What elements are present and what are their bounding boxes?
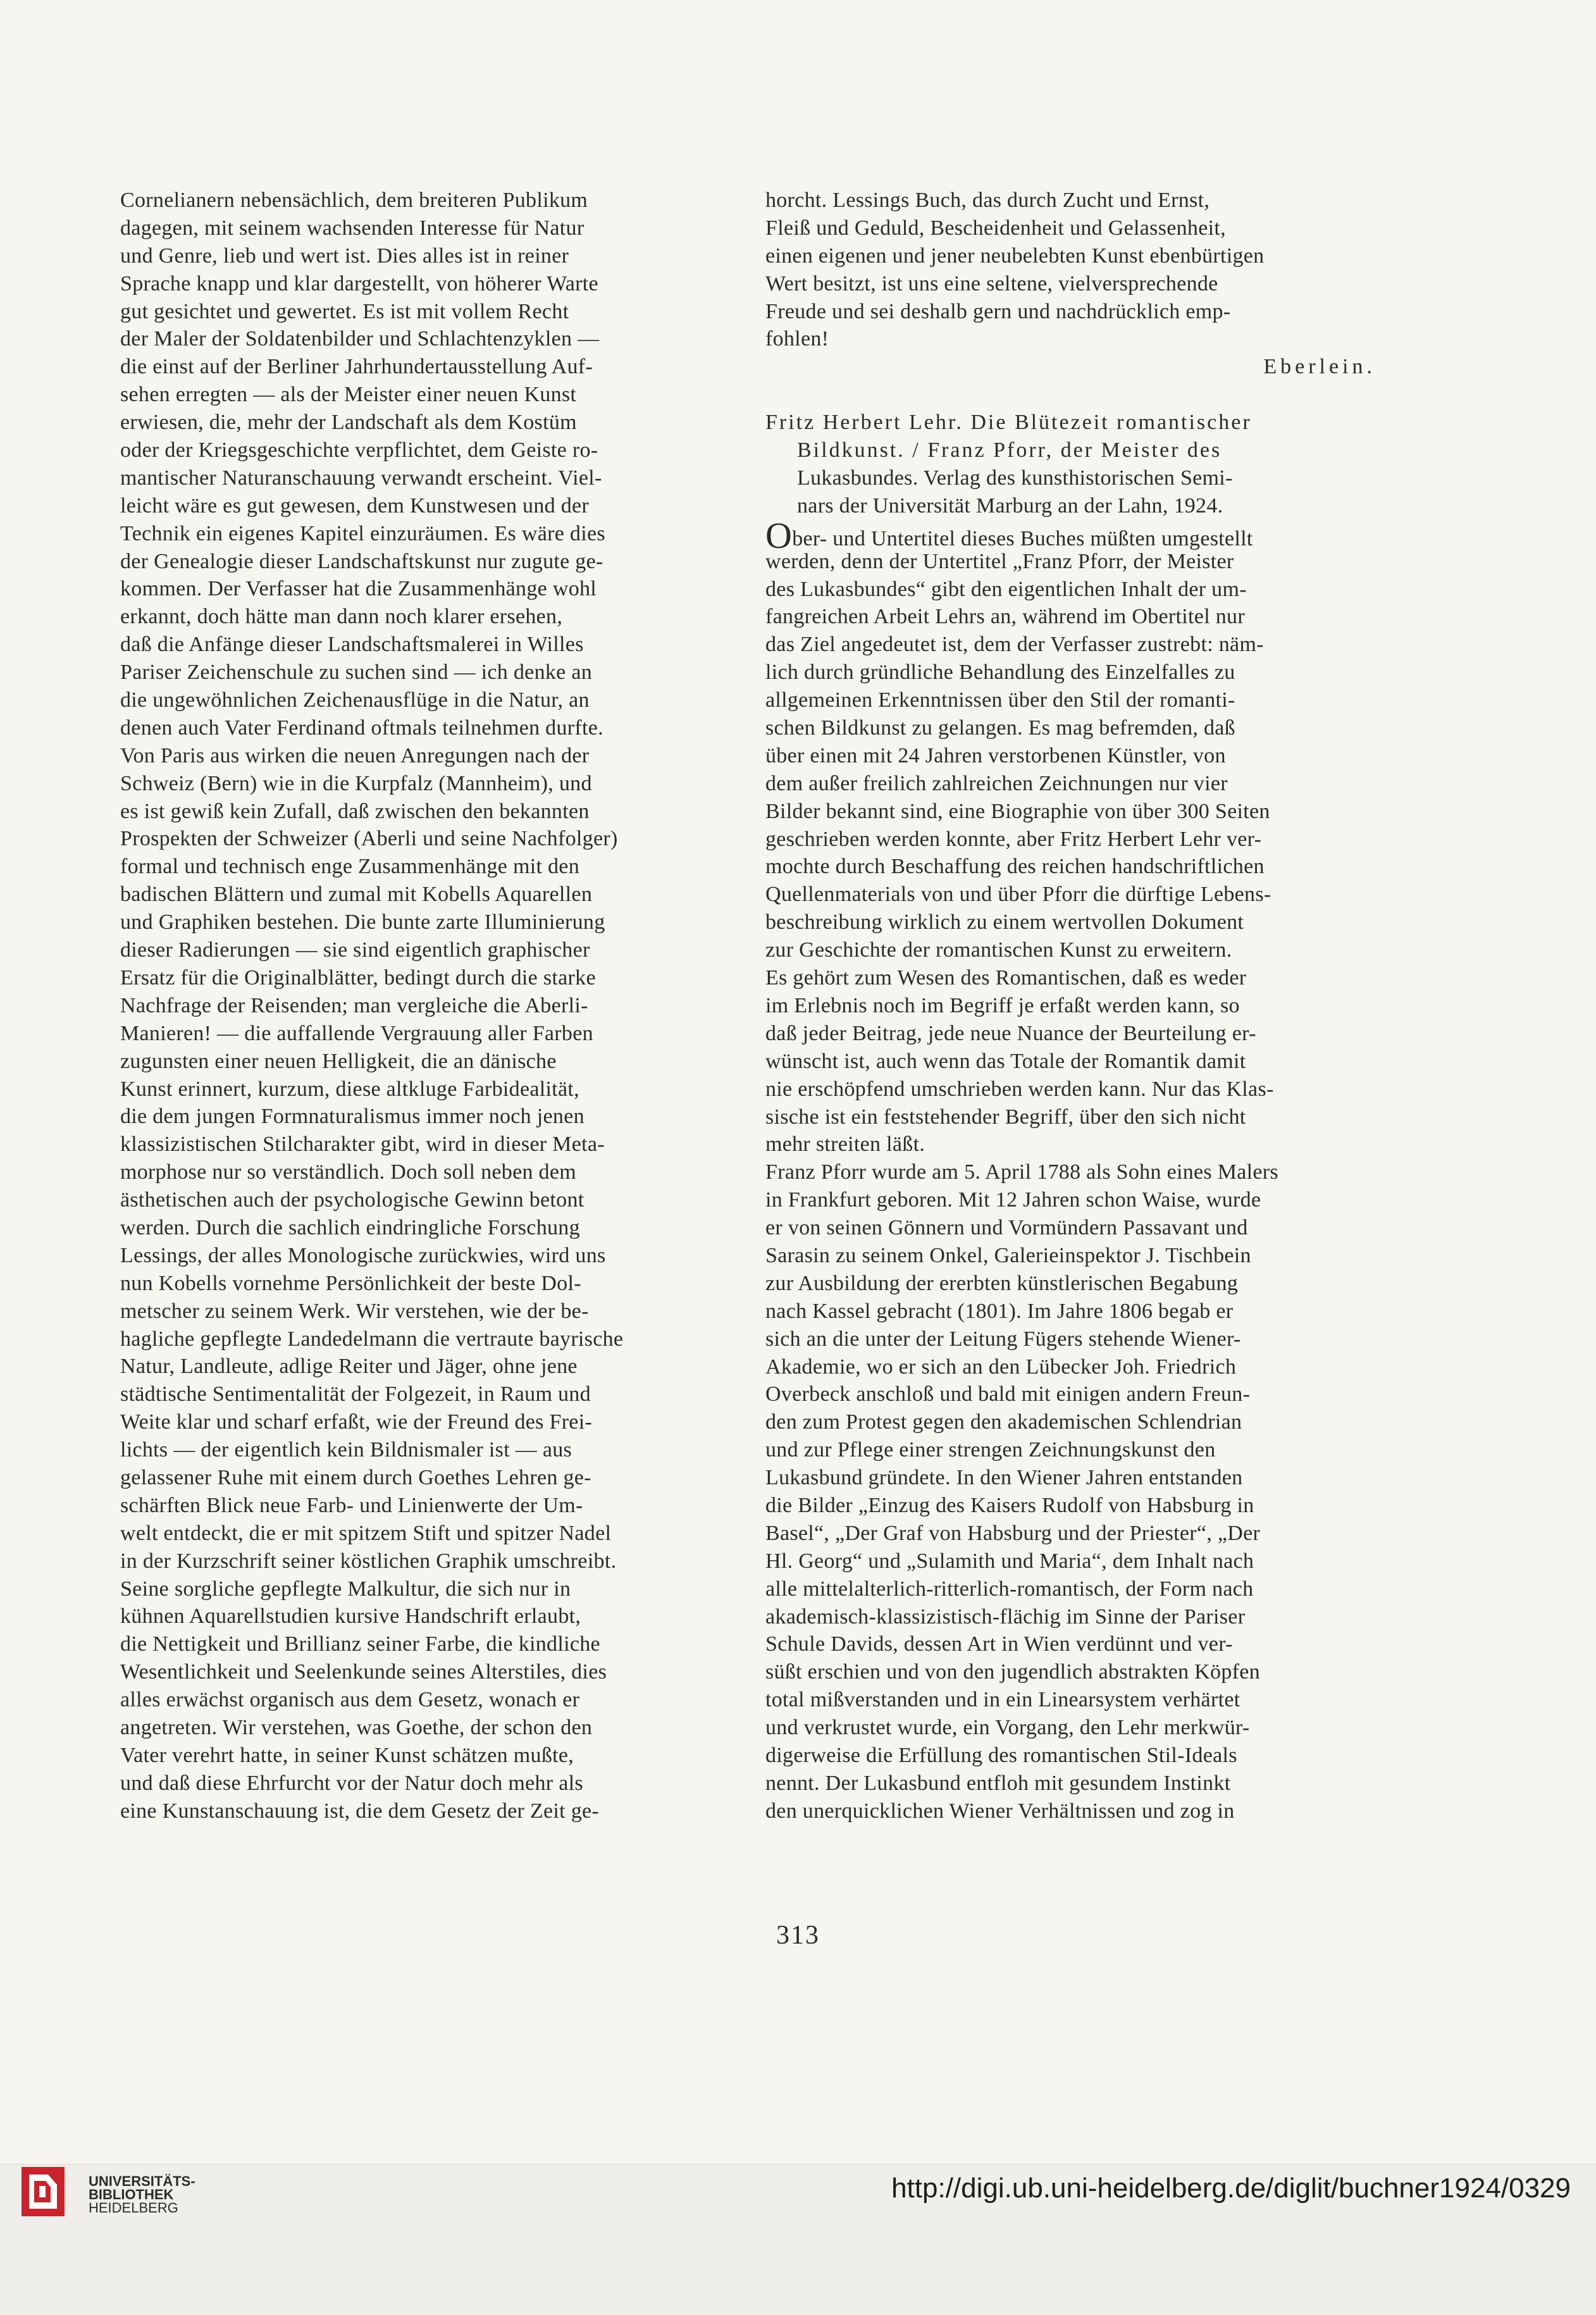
text-line: das Ziel angedeutet ist, dem der Verfasser zustrebt: näm- <box>765 633 1264 657</box>
text-line: Hl. Georg“ und „Sulamith und Maria“, dem Inhalt nach <box>765 1549 1254 1573</box>
text-line: und Graphiken bestehen. Die bunte zarte Illuminierung <box>120 910 605 934</box>
right-text-column <box>765 187 1376 1825</box>
library-logo-icon <box>20 2166 66 2218</box>
text-line: mehr streiten läßt. <box>765 1133 925 1157</box>
text-line: fohlen! <box>765 327 829 351</box>
text-line: angetreten. Wir verstehen, was Goethe, der schon den <box>120 1715 593 1739</box>
drop-cap: O <box>765 514 793 556</box>
text-line: Weite klar und scharf erfaßt, wie der Freund des Frei- <box>120 1410 593 1434</box>
text-line: es ist gewiß kein Zufall, daß zwischen den bekannten <box>120 799 590 823</box>
text-line: gut gesichtet und gewertet. Es ist mit vollem Recht <box>120 299 569 323</box>
entry-line: Bildkunst. / Franz Pforr, der Meister des <box>797 438 1222 462</box>
text-line: Bilder bekannt sind, eine Biographie von über 300 Seiten <box>765 799 1270 823</box>
text-line: und verkrustet wurde, ein Vorgang, den Lehr merkwür- <box>765 1716 1250 1740</box>
text-line: zur Ausbildung der ererbten künstlerischen Begabung <box>765 1271 1239 1295</box>
footer-bar <box>0 2164 1596 2315</box>
text-line: den zum Protest gegen den akademischen Schlendrian <box>765 1410 1242 1434</box>
text-line: sische ist ein feststehender Begriff, über den sich nicht <box>765 1105 1246 1129</box>
text-line-content: ber- und Untertitel dieses Buches müßten umgestellt <box>792 526 1253 550</box>
text-line: fangreichen Arbeit Lehrs an, während im Obertitel nur <box>765 605 1245 629</box>
text-line: Ersatz für die Originalblätter, bedingt durch die starke <box>120 965 596 990</box>
text-line: die einst auf der Berliner Jahrhundertausstellung Auf- <box>120 355 593 379</box>
text-line: Es gehört zum Wesen des Romantischen, daß es weder <box>765 966 1247 990</box>
text-line: lichts — der eigentlich kein Bildnismaler ist — aus <box>120 1438 572 1462</box>
text-line: die Nettigkeit und Brillianz seiner Farbe, die kindliche <box>120 1632 600 1656</box>
text-line: dagegen, mit seinem wachsenden Interesse für Natur <box>120 216 585 240</box>
text-line: Sprache knapp und klar dargestellt, von höherer Warte <box>120 271 598 295</box>
text-line: Pariser Zeichenschule zu suchen sind — ich denke an <box>120 661 593 685</box>
text-line: metscher zu seinem Werk. Wir verstehen, wie der be- <box>120 1299 589 1323</box>
text-line: schen Bildkunst zu gelangen. Es mag befremden, daß <box>765 716 1235 740</box>
text-line: Nachfrage der Reisenden; man vergleiche die Aberli- <box>120 993 588 1017</box>
text-line: Overbeck anschloß und bald mit einigen andern Freun- <box>765 1382 1251 1406</box>
entry-line: nars der Universität Marburg an der Lahn, 1924. <box>797 493 1223 518</box>
text-line: erkannt, doch hätte man dann noch klarer ersehen, <box>120 605 563 629</box>
text-line: zugunsten einer neuen Helligkeit, die an dänische <box>120 1049 557 1073</box>
text-line: Freude und sei deshalb gern und nachdrücklich emp- <box>765 299 1231 323</box>
review-ending <box>765 187 1376 353</box>
text-line: städtische Sentimentalität der Folgezeit, in Raum und <box>120 1382 591 1406</box>
text-line: horcht. Lessings Buch, das durch Zucht und Ernst, <box>765 189 1210 212</box>
text-line: und zur Pflege einer strengen Zeichnungskunst den <box>765 1438 1216 1462</box>
text-line: in Frankfurt geboren. Mit 12 Jahren schon Waise, wurde <box>765 1188 1261 1212</box>
text-line: Franz Pforr wurde am 5. April 1788 als Sohn eines Malers <box>765 1160 1278 1184</box>
text-line: total mißverstanden und in ein Linearsystem verhärtet <box>765 1688 1240 1712</box>
text-line: einen eigenen und jener neubelebten Kunst ebenbürtigen <box>765 244 1265 268</box>
text-line: denen auch Vater Ferdinand oftmals teilnehmen durfte. <box>120 716 603 740</box>
text-line: werden, denn der Untertitel „Franz Pforr, der Meister <box>765 549 1234 573</box>
text-line: daß die Anfänge dieser Landschaftsmalerei in Willes <box>120 633 584 657</box>
text-line: Quellenmaterials von und über Pforr die dürftige Lebens- <box>765 883 1271 907</box>
text-line: nach Kassel gebracht (1801). Im Jahre 1806 begab er <box>765 1299 1234 1323</box>
text-line: gelassener Ruhe mit einem durch Goethes Lehren ge- <box>120 1465 591 1489</box>
text-line: mochte durch Beschaffung des reichen handschriftlichen <box>765 855 1265 879</box>
text-line: nie erschöpfend umschrieben werden kann. Nur das Klas- <box>765 1077 1274 1101</box>
left-text-column <box>120 187 727 1825</box>
text-line: Wesentlichkeit und Seelenkunde seines Alterstiles, dies <box>120 1660 607 1684</box>
text-line: der Genealogie dieser Landschaftskunst nur zugute ge- <box>120 549 603 573</box>
text-line: beschreibung wirklich zu einem wertvollen Dokument <box>765 910 1244 934</box>
text-line: den unerquicklichen Wiener Verhältnissen und zog in <box>765 1799 1235 1823</box>
text-line: oder der Kriegsgeschichte verpflichtet, dem Geiste ro- <box>120 438 598 462</box>
review-body <box>765 514 1376 1825</box>
text-line: badischen Blättern und zumal mit Kobells Aquarellen <box>120 883 593 907</box>
text-line: Seine sorgliche gepflegte Malkultur, die sich nur in <box>120 1577 571 1601</box>
text-line <box>765 514 1376 556</box>
text-line: Sarasin zu seinem Onkel, Galerieinspektor J. Tischbein <box>765 1243 1251 1267</box>
text-line: in der Kurzschrift seiner köstlichen Graphik umschreibt. <box>120 1549 617 1573</box>
text-line: Lessings, der alles Monologische zurückwies, wird uns <box>120 1243 606 1267</box>
text-line: werden. Durch die sachlich eindringliche Forschung <box>120 1215 580 1239</box>
text-line: formal und technisch enge Zusammenhänge mit den <box>120 855 579 879</box>
text-line: schärften Blick neue Farb- und Linienwerte der Um- <box>120 1493 583 1517</box>
text-line: die ungewöhnlichen Zeichenausflüge in die Natur, an <box>120 688 590 712</box>
text-line: geschrieben werden konnte, aber Fritz Herbert Lehr ver- <box>765 827 1262 851</box>
text-line: dieser Radierungen — sie sind eigentlich graphischer <box>120 938 590 962</box>
text-line: Manieren! — die auffallende Vergrauung aller Farben <box>120 1021 593 1045</box>
text-line: Wert besitzt, ist uns eine seltene, vielversprechende <box>765 271 1218 295</box>
text-line: die Bilder „Einzug des Kaisers Rudolf von Habsburg in <box>765 1493 1254 1517</box>
page-number: 313 <box>776 1921 820 1950</box>
text-line: morphose nur so verständlich. Doch soll neben dem <box>120 1160 576 1184</box>
text-line: die dem jungen Formnaturalismus immer noch jenen <box>120 1105 585 1129</box>
text-line: der Maler der Soldatenbilder und Schlachtenzyklen — <box>120 327 600 351</box>
text-line: wünscht ist, auch wenn das Totale der Romantik damit <box>765 1049 1246 1073</box>
text-line: im Erlebnis noch im Begriff je erfaßt werden kann, so <box>765 993 1240 1017</box>
text-line: sehen erregten — als der Meister einer neuen Kunst <box>120 383 577 407</box>
text-line: zur Geschichte der romantischen Kunst zu erweitern. <box>765 938 1232 962</box>
text-line: erwiesen, die, mehr der Landschaft als dem Kostüm <box>120 411 577 435</box>
entry-line: Lukasbundes. Verlag des kunsthistorischen Semi- <box>797 466 1233 490</box>
text-line: Technik ein eigenes Kapitel einzuräumen. Es wäre dies <box>120 521 605 545</box>
text-line: Schule Davids, dessen Art in Wien verdünnt und ver- <box>765 1632 1233 1656</box>
text-line: welt entdeckt, die er mit spitzem Stift und spitzer Nadel <box>120 1521 612 1545</box>
text-line: ästhetischen auch der psychologische Gewinn betont <box>120 1188 585 1212</box>
text-line: Von Paris aus wirken die neuen Anregungen nach der <box>120 743 590 767</box>
text-line: eine Kunstanschauung ist, die dem Gesetz der Zeit ge- <box>120 1799 600 1823</box>
book-entry-heading <box>765 409 1376 520</box>
library-name: UNIVERSITÄTS- BIBLIOTHEK HEIDELBERG <box>89 2173 195 2216</box>
text-line: Fleiß und Geduld, Bescheidenheit und Gelassenheit, <box>765 216 1226 240</box>
text-line: Kunst erinnert, kurzum, diese altkluge Farbidealität, <box>120 1077 579 1101</box>
text-line: klassizistischen Stilcharakter gibt, wird in dieser Meta- <box>120 1133 605 1157</box>
text-line: Basel“, „Der Graf von Habsburg und der Priester“, „Der <box>765 1521 1261 1545</box>
text-line: leicht wäre es gut gewesen, dem Kunstwesen und der <box>120 493 590 518</box>
text-line: Akademie, wo er sich an den Lübecker Joh. Friedrich <box>765 1355 1237 1379</box>
text-line: dem außer freilich zahlreichen Zeichnungen nur vier <box>765 771 1228 795</box>
source-url[interactable]: http://digi.ub.uni-heidelberg.de/diglit/buchner1924/0329 <box>891 2173 1571 2204</box>
text-line: nennt. Der Lukasbund entfloh mit gesundem Instinkt <box>765 1771 1231 1795</box>
entry-line: Fritz Herbert Lehr. Die Blütezeit romantischer <box>765 411 1252 435</box>
text-line: Prospekten der Schweizer (Aberli und seine Nachfolger) <box>120 827 618 851</box>
text-line: kommen. Der Verfasser hat die Zusammenhänge wohl <box>120 577 597 601</box>
text-line: über einen mit 24 Jahren verstorbenen Künstler, von <box>765 743 1226 767</box>
text-line: nun Kobells vornehme Persönlichkeit der beste Dol- <box>120 1271 581 1295</box>
text-line: alles erwächst organisch aus dem Gesetz, wonach er <box>120 1688 580 1712</box>
text-line: und daß diese Ehrfurcht vor der Natur doch mehr als <box>120 1771 583 1795</box>
text-line: süßt erschien und von den jugendlich abstrakten Köpfen <box>765 1660 1260 1684</box>
text-line: Vater verehrt hatte, in seiner Kunst schätzen mußte, <box>120 1743 574 1767</box>
text-line: sich an die unter der Leitung Fügers stehende Wiener- <box>765 1327 1241 1351</box>
text-line: allgemeinen Erkenntnissen über den Stil der romanti- <box>765 688 1235 712</box>
text-line: Natur, Landleute, adlige Reiter und Jäger, ohne jene <box>120 1355 578 1379</box>
review-signature: Eberlein. <box>1263 355 1376 379</box>
text-line: alle mittelalterlich-ritterlich-romantisch, der Form nach <box>765 1577 1254 1601</box>
text-line: er von seinen Gönnern und Vormündern Passavant und <box>765 1216 1248 1240</box>
text-line: Lukasbund gründete. In den Wiener Jahren entstanden <box>765 1466 1243 1490</box>
text-line: kühnen Aquarellstudien kursive Handschrift erlaubt, <box>120 1604 581 1629</box>
text-line: digerweise die Erfüllung des romantischen Stil-Ideals <box>765 1743 1237 1767</box>
text-line: mantischer Naturanschauung verwandt erscheint. Viel- <box>120 466 602 490</box>
text-line: Schweiz (Bern) wie in die Kurpfalz (Mannheim), und <box>120 771 592 795</box>
text-line: lich durch gründliche Behandlung des Einzelfalles zu <box>765 661 1235 685</box>
text-line: Cornelianern nebensächlich, dem breiteren Publikum <box>120 189 588 212</box>
text-line: akademisch-klassizistisch-flächig im Sinne der Pariser <box>765 1604 1246 1629</box>
text-line: und Genre, lieb und wert ist. Dies alles ist in reiner <box>120 244 569 268</box>
text-line: des Lukasbundes“ gibt den eigentlichen Inhalt der um- <box>765 577 1247 601</box>
text-line: daß jeder Beitrag, jede neue Nuance der Beurteilung er- <box>765 1021 1256 1045</box>
text-line: hagliche gepflegte Landedelmann die vertraute bayrische <box>120 1327 624 1351</box>
